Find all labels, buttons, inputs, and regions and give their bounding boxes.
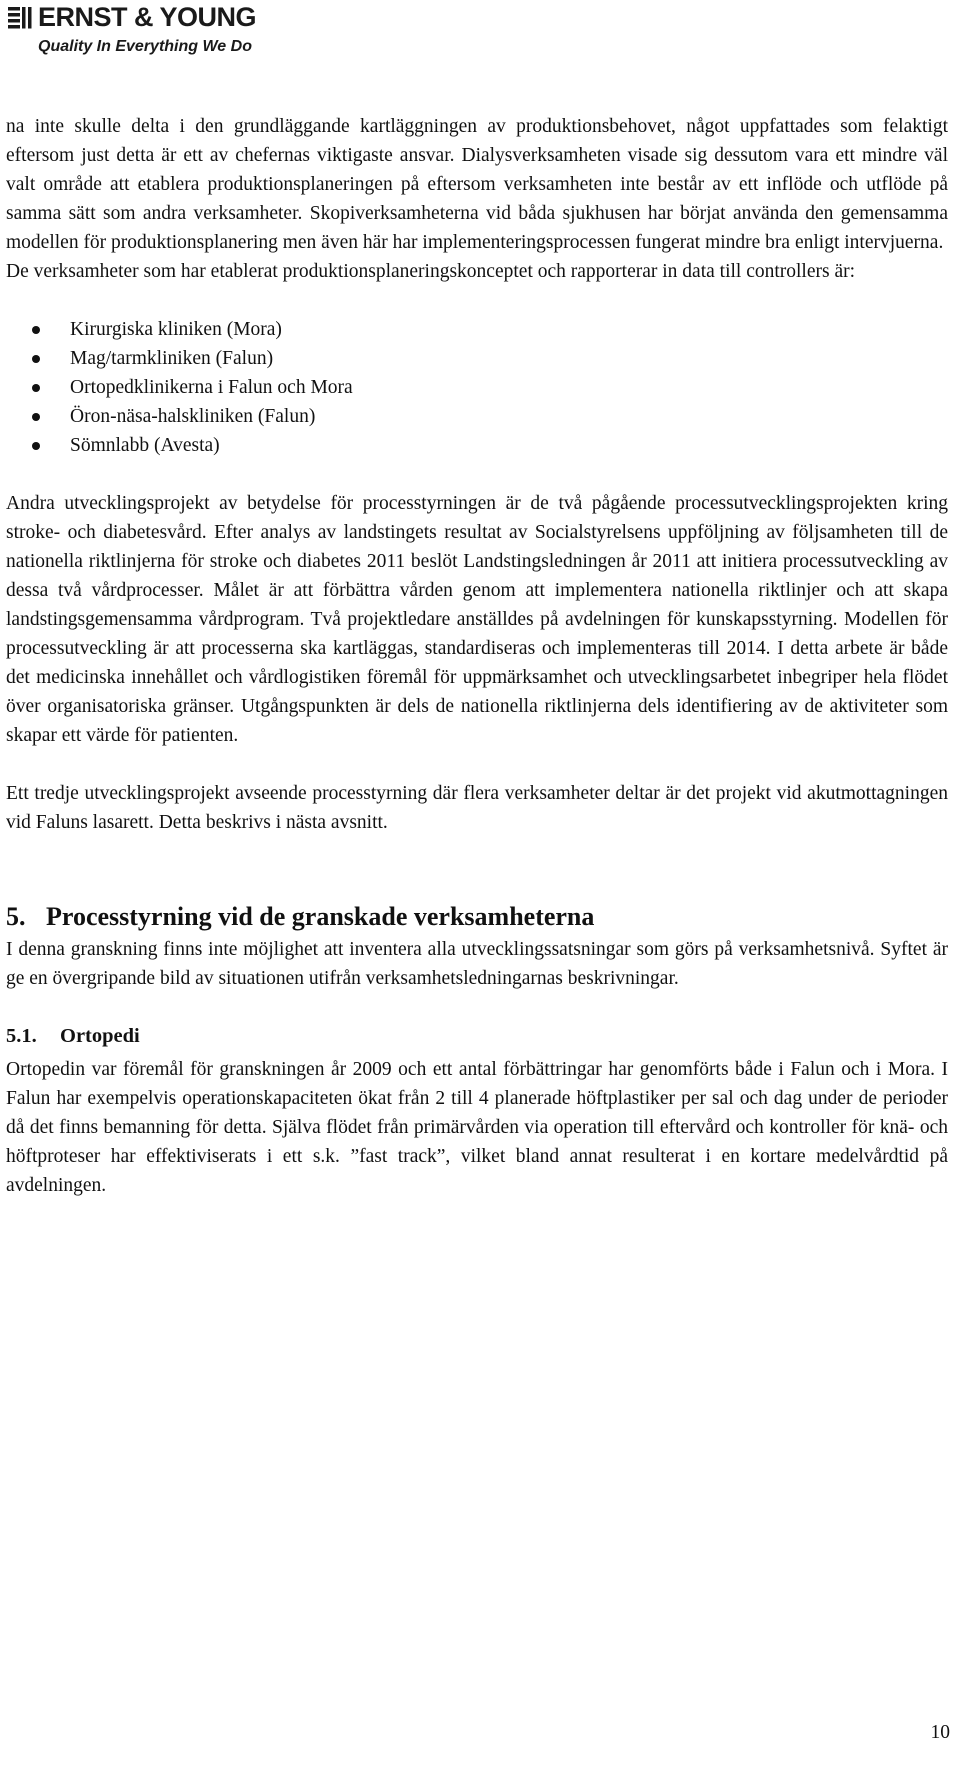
unit-list xyxy=(6,315,948,460)
section-5-1-paragraph: Ortopedin var föremål för granskningen år 2009 och ett antal förbättringar har genomförts både i Falun och i Mora. I Falun har exempelvis operationskapaciteten ökat från 2 till 4 planerade höftplastiker per sal och dag under de perioder då det finns bemanning för detta. Själva flödet från primärvården via operation till eftervård och kontroller för knä- och höftproteser har effektiviserats i ett s.k. ”fast track”, vilket bland annat resulterat i en kortare medelvårdtid på avdelningen. xyxy=(6,1059,948,1196)
bullet-icon xyxy=(32,413,40,421)
section-number: 5.1. xyxy=(6,1025,37,1047)
company-name: ERNST & YOUNG xyxy=(38,2,257,32)
bullet-icon xyxy=(32,326,40,334)
body-paragraph-1: na inte skulle delta i den grundläggande kartläggningen av produktionsbehovet, något uppfattades som felaktigt eftersom just detta är ett av chefernas viktigaste ansvar. Dialysverksamheten visade sig dessutom vara ett mindre väl valt område att etablera produktionsplaneringen på eftersom verksamheten inte består av ett inflöde och utflöde på samma sätt som andra verksamheter. Skopiverksamheterna vid båda sjukhusen har börjat använda den gemensamma modellen för produktionsplanering men även här har implementeringsprocessen fungerat mindre bra enligt intervjuerna. xyxy=(6,116,948,253)
body-paragraph-2: De verksamheter som har etablerat produktionsplaneringskonceptet och rapporterar in data till controllers är: xyxy=(6,261,856,282)
body-paragraph-4: Ett tredje utvecklingsprojekt avseende processtyrning där flera verksamheter deltar är det projekt vid akutmottagningen vid Faluns lasarett. Detta beskrivs i nästa avsnitt. xyxy=(6,783,948,833)
bullet-icon xyxy=(32,442,40,450)
company-tagline: Quality In Everything We Do xyxy=(38,38,252,55)
list-item: Mag/tarmkliniken (Falun) xyxy=(6,344,948,373)
list-item: Öron-näsa-halskliniken (Falun) xyxy=(6,402,948,431)
bullet-icon xyxy=(32,384,40,392)
list-item: Ortopedklinikerna i Falun och Mora xyxy=(6,373,948,402)
section-5-paragraph: I denna granskning finns inte möjlighet att inventera alla utvecklingssatsningar som görs på verksamhetsnivå. Syftet är ge en övergripande bild av situationen utifrån verksamhetsledningarnas beskrivningar. xyxy=(6,939,948,989)
section-title: Processtyrning vid de granskade verksamheterna xyxy=(46,902,595,931)
body-paragraph-3: Andra utvecklingsprojekt av betydelse för processtyrningen är de två pågående processutvecklingsprojekten kring stroke- och diabetesvård. Efter analys av landstingets resultat av Socialstyrelsens uppföljning av följsamheten till de nationella riktlinjerna för stroke och diabetes 2011 beslöt Landstingsledningen år 2011 att initiera processutveckling av dessa två vårdprocesser. Målet är att förbättra vården genom att implementera nationella riktlinjer och att skapa landstingsgemensamma vårdprogram. Två projektledare anställdes på avdelningen för kunskapsstyrning. Modellen för processutveckling är att processerna ska kartläggas, standardiseras och implementeras till 2014. I detta arbete är både det medicinska innehållet och vårdlogistiken föremål för uppmärksamhet och utvecklingsarbetet inbegriper hela flödet över organisatoriska gränser. Utgångspunkten är dels de nationella riktlinjerna dels identifiering av de aktiviteter som skapar ett värde för patienten. xyxy=(6,493,948,746)
ernst-young-logo-icon xyxy=(8,6,32,30)
section-title: Ortopedi xyxy=(60,1025,140,1047)
page-number: 10 xyxy=(930,1722,950,1743)
section-heading-5 xyxy=(6,899,948,935)
bullet-icon xyxy=(32,355,40,363)
document-body xyxy=(6,112,948,1200)
section-number: 5. xyxy=(6,902,26,931)
list-item: Sömnlabb (Avesta) xyxy=(6,431,948,460)
section-heading-5-1 xyxy=(6,1021,948,1051)
company-logo xyxy=(8,2,268,62)
list-item: Kirurgiska kliniken (Mora) xyxy=(6,315,948,344)
